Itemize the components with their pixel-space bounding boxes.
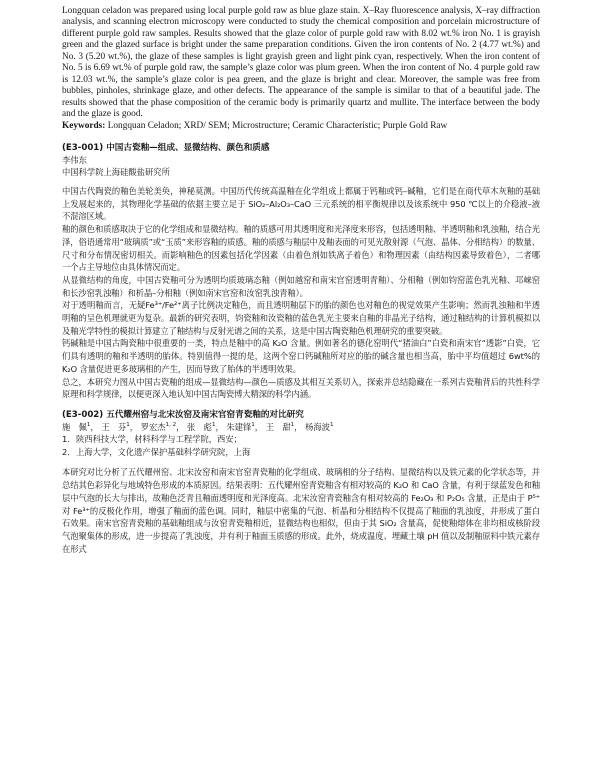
article1-paragraph: 从显微结构的角度，中国古瓷釉可分为透明均质玻璃态釉（例如越窑和南宋官窑透明青釉）、分相釉（例如钧窑蓝色乳光釉、邛崃窑和长沙窑乳浊釉）和析晶–分相釉（例如南宋官窑和汝窑乳浊青釉）。	[62, 274, 540, 298]
author-name: 王 甜	[265, 421, 291, 432]
author-name: 杨海波	[305, 421, 330, 432]
article1-paragraph: 中国古代陶瓷的釉色美轮美奂，神秘莫测。中国历代传统高温釉在化学组成上都属于钙釉或钙–碱釉，它们是在商代草木灰釉的基础上发展起来的，其物理化学基础的依据主要立足于 SiO₂–Al₂O₃–CaO 三元系统的相平衡规律以及该系统中 950 ℃以上的介稳液–液不混溶区域。	[62, 185, 540, 222]
article2-authors: 施 佩$^1$， 王 芬$^1$， 罗宏杰$^{1, 2}$， 张 彪$^1$， 朱建锋$^1$， 王 甜$^1$， 杨海波$^1$	[62, 421, 334, 432]
author-sup: 1	[290, 422, 295, 429]
author-name: 张 彪	[187, 421, 212, 432]
document-page	[62, 6, 540, 555]
article2-affiliation	[62, 433, 540, 446]
article2-affiliation	[62, 446, 540, 459]
author-sup: 1	[126, 422, 130, 429]
article1-paragraph: 钙碱釉是中国古陶瓷釉中很重要的一类，特点是釉中的高 K₂O 含量。例如著名的德化窑明代“猪油白”白瓷和南宋官“透影”白瓷，它们具有透明的釉和半透明的胎体。特别值得一提的是，这两个窑口钙碱釉所对应的胎的碱含量也相当高，胎中平均值超过 6wt%的 K₂O 含量促进更多玻璃相的产生，因而导致了胎体的半透明效果。	[62, 338, 540, 374]
affiliation-text: 陕西科技大学，材料科学与工程学院，西安；	[76, 434, 242, 445]
article1-paragraph: 对于透明釉而言，无疑Fe³⁺/Fe²⁺离子比例决定釉色，而且透明釉层下的胎的颜色也对釉色的视觉效果产生影响；然而乳浊釉和半透明釉的呈色机理就更为复杂。最新的研究表明，钧瓷釉和汝瓷釉的蓝色乳光主要来自釉的非晶光子结构，通过釉结构的计算机模拟以及釉光学特性的模拟计算建立了釉结构与反射光谱之间的关系，这是中国古陶瓷釉色机理研究的重要突破。	[62, 300, 540, 336]
author-name: 施 佩	[62, 421, 87, 432]
keywords-text: Longquan Celadon; XRD/ SEM; Microstructure; Ceramic Characteristic; Purple Gold Raw	[105, 120, 448, 131]
abstract-body: Longquan celadon was prepared using local purple gold raw as blue glaze stain. X–Ray fluorescence analysis, X–ray diffraction analysis, and scanning electron microscopy were conducted to study the chemical composition and porcelain microstructure of different purple gold raw samples. Results showed that the glaze color of purple gold raw with 8.02 wt.% iron No. 1 is grayish green and the glazed surface is bright under the same preparation conditions. Given the iron contents of No. 2 (4.77 wt.%) and No. 3 (5.20 wt.%), the glaze of these samples is light grayish green and light pink cyan, respectively. When the iron content of No. 5 is 6.69 wt.% of purple gold raw, the sample’s glaze color was plum green. When the iron content of No. 4 purple gold raw is 12.03 wt.%, the sample’s glaze color is pea green, and the glaze is bright and clear. Moreover, the sample was free from bubbles, pinholes, shrinkage glaze, and other defects. The appearance of the sample is similar to that of a beautiful jade. The results showed that the phase composition of the ceramic body is primarily quartz and mullite. The interface between the body and the glaze is good.	[62, 6, 540, 120]
article1-affiliation: 中国科学院上海硅酸盐研究所	[62, 167, 170, 178]
author-sup: 1	[211, 422, 216, 429]
author-name: 罗宏杰	[140, 421, 166, 432]
author-sup: 1, 2	[165, 422, 177, 429]
affiliation-number: 2.	[62, 446, 70, 457]
author-sup: 1	[86, 422, 91, 429]
author-sup: 1	[329, 422, 334, 429]
article1-author: 李伟东	[62, 154, 87, 165]
author-name: 朱建锋	[226, 421, 252, 432]
author-name: 王 芬	[101, 421, 127, 432]
keywords-label: Keywords:	[62, 120, 106, 131]
article1-title: (E3-001) 中国古瓷釉—组成、显微结构、颜色和质感	[62, 142, 270, 153]
english-abstract	[62, 6, 540, 132]
article2-title: (E3-002) 五代耀州窑与北宋汝窑及南宋官窑青瓷釉的对比研究	[62, 409, 304, 420]
affiliation-number: 1.	[62, 434, 70, 445]
affiliation-text: 上海大学，文化遗产保护基础科学研究院，上海	[76, 446, 251, 457]
article2-paragraph: 本研究对比分析了五代耀州窑、北宋汝窑和南宋官窑青瓷釉的化学组成、玻璃相的分子结构、显微结构以及铁元素的化学状态等，并总结其色彩异化与地域特色形成的本质原因。结果表明：五代耀州窑青瓷釉含有相对较高的 K₂O 和 CaO 含量，有利于绿蓝发色和釉层中气泡的长大与排出，故釉色泛青且釉面透明度和光泽度高。北宋汝窑青瓷釉含有相对较高的 Fe₂O₃ 和 P₂O₅ 含量，正是由于 P⁵⁺对 Fe³⁺的反极化作用，增强了釉面的蓝色调。同时，釉层中密集的气泡、析晶和分相结构不仅提高了釉面的乳浊度，并形成了蛋白石效果。南宋官窑青瓷釉的基础釉组成与汝窑青瓷釉相近，显微结构也相似，但由于其 SiO₂ 含量高，促使釉熔体在非均相成核阶段气泡聚集体的形成，进一步提高了乳浊度，并有利于釉面玉质感的形成。此外，烧成温度、埋藏土壤 pH 值以及制釉原料中铁元素存在形式	[62, 467, 540, 554]
article1-paragraph: 总之，本研究力图从中国古瓷釉的组成—显微结构—颜色—质感及其相互关系切入，探索并总结隐藏在一系列古瓷釉背后的共性科学原理和科学规律，以便更深入地认知中国古陶瓷博大精深的科学内涵。	[62, 376, 540, 400]
author-sup: 1	[251, 422, 255, 429]
article1-paragraph: 釉的颜色和质感取决于它的化学组成和显微结构。釉的质感可用其透明度和光泽度来形容，包括透明釉、半透明釉和乳浊釉，结合光泽，俗语通常用“玻璃质”或“玉质”来形容釉的质感。釉的质感与釉层中及釉表面的可见光散射源（气泡、晶体、分相结构）的数量、尺寸和分布情况密切相关。而影响釉色的因素包括化学因素（由着色剂如铁离子着色）和物理因素（由结构因素导致着色），二者哪一个占主导地位由具体情况而定。	[62, 224, 540, 273]
